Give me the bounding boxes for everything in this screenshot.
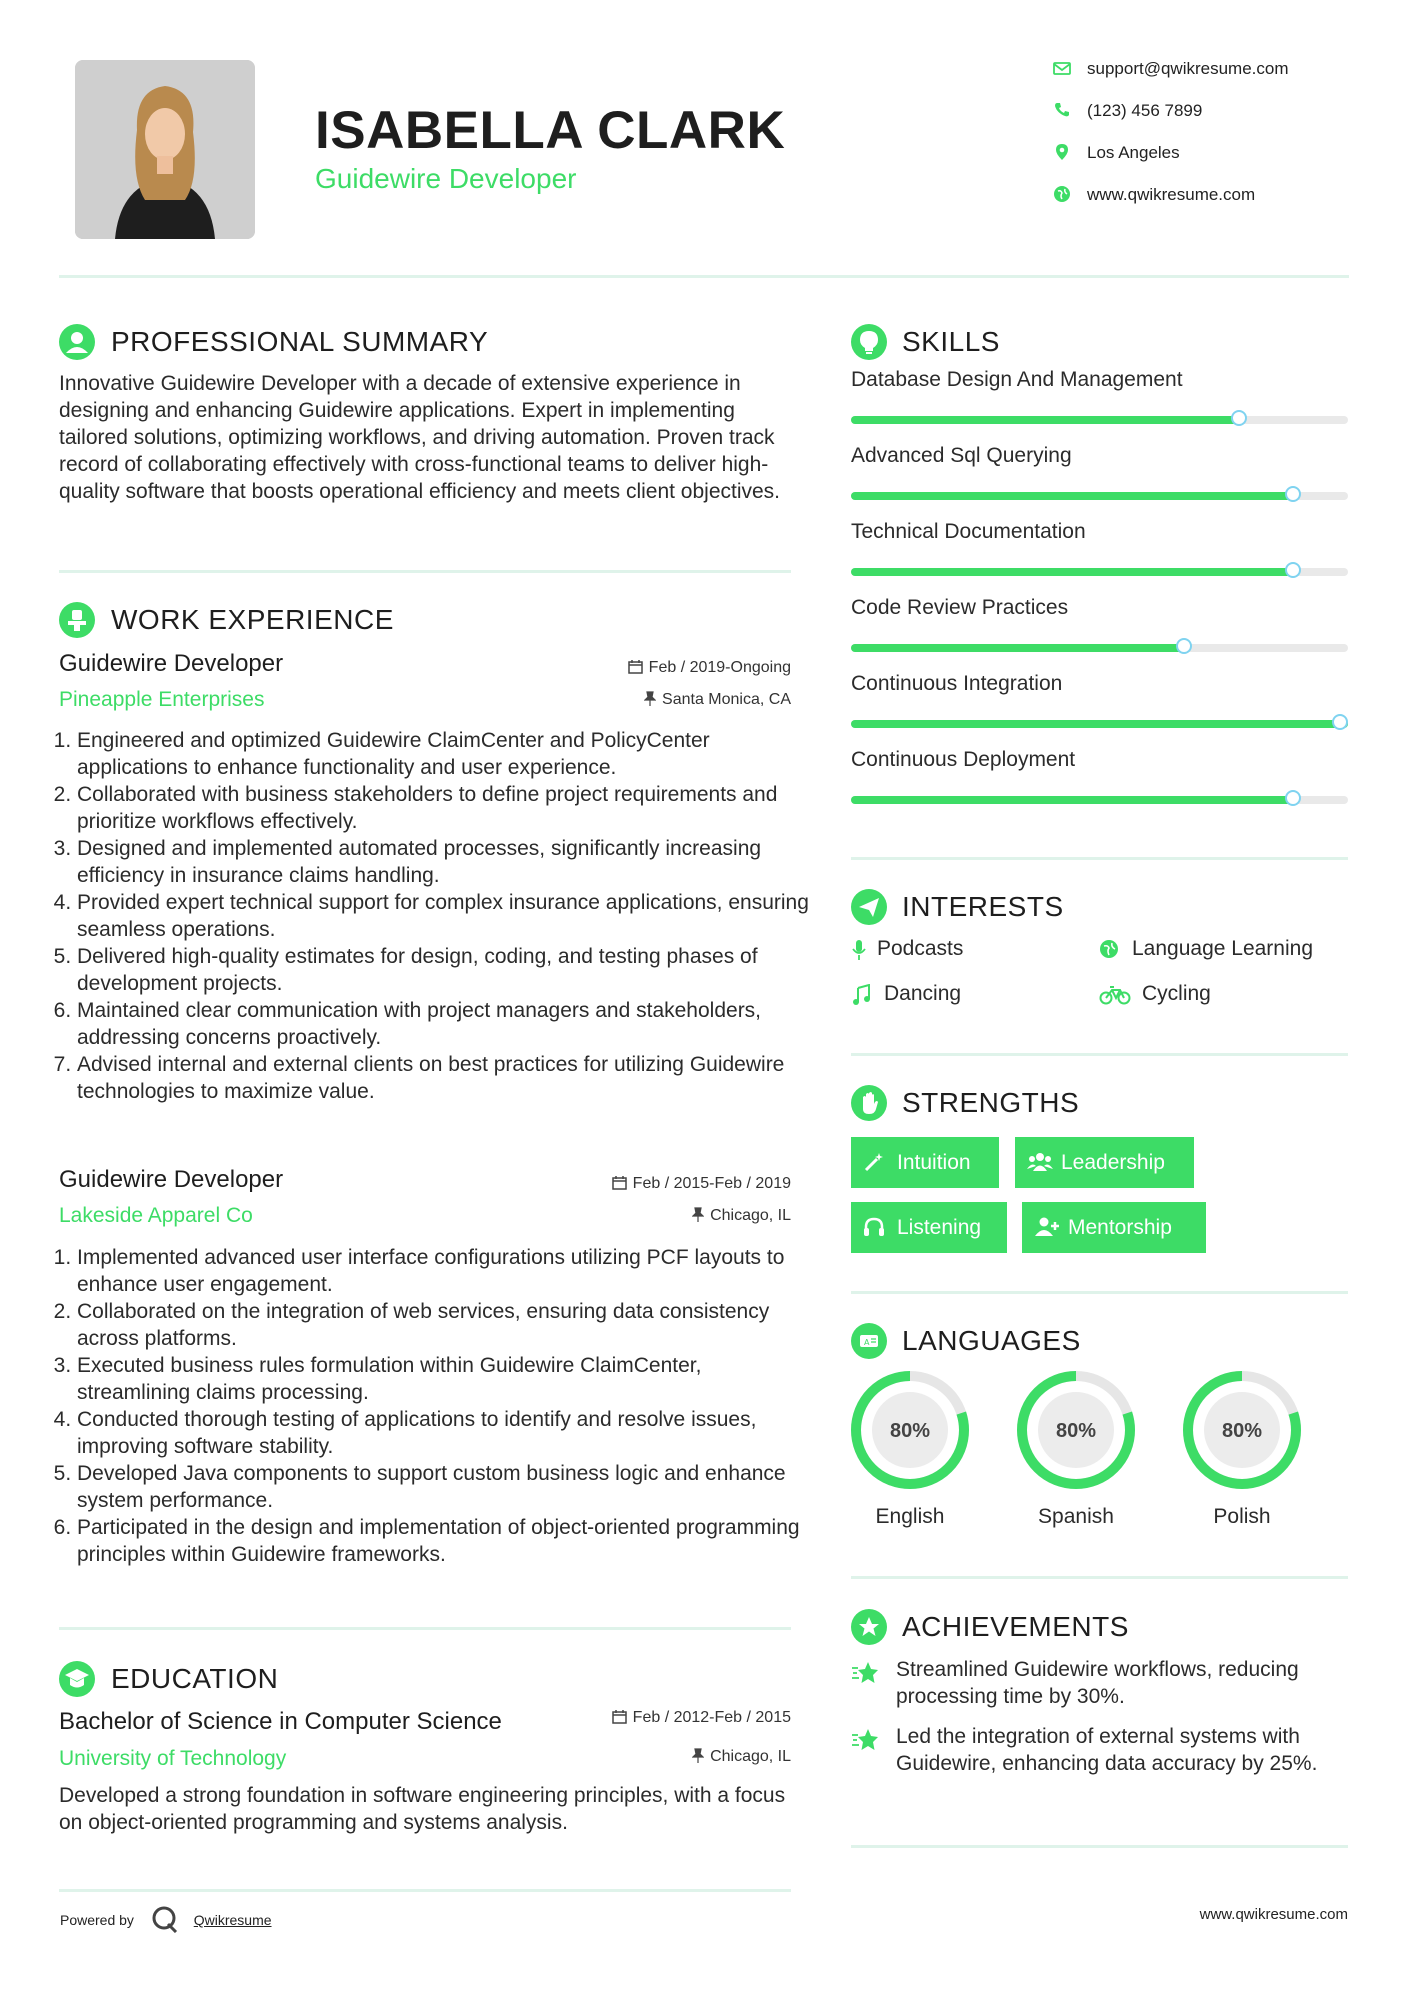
job-1-title: Guidewire Developer	[59, 650, 284, 677]
responsibility-item: 5. Developed Java components to support custom business logic and enhance system performance.	[77, 1460, 817, 1514]
language-percent: 80%	[1055, 1420, 1097, 1442]
job-2-title: Guidewire Developer	[59, 1166, 284, 1193]
globe-icon	[1099, 939, 1119, 959]
candidate-name: ISABELLA CLARK	[315, 101, 786, 160]
responsibility-item: 7. Advised internal and external clients on best practices for utilizing Guidewire technologies to maximize value.	[77, 1051, 817, 1105]
responsibility-item: 2. Collaborated with business stakeholders to define project requirements and prioritize workflows effectively.	[77, 781, 817, 835]
strength-listening: Listening	[851, 1202, 1007, 1253]
responsibility-item: 6. Participated in the design and implementation of object-oriented programming principles within Guidewire frameworks.	[77, 1514, 817, 1568]
hand-icon	[851, 1085, 887, 1121]
magic-wand-icon	[863, 1151, 885, 1173]
headphones-icon	[863, 1216, 885, 1238]
calendar-icon	[612, 1709, 627, 1724]
skill-bar-knob	[1285, 790, 1301, 806]
candidate-role: Guidewire Developer	[315, 163, 577, 194]
skill-label: Continuous Deployment	[851, 748, 1076, 771]
skill-bar-knob	[1285, 486, 1301, 502]
work-divider	[59, 1627, 791, 1630]
user-plus-icon	[1034, 1216, 1060, 1238]
footer-website[interactable]: www.qwikresume.com	[1199, 1906, 1348, 1923]
education-heading: EDUCATION	[111, 1663, 279, 1694]
responsibility-item: 4. Provided expert technical support for complex insurance applications, ensuring seamless operations.	[77, 889, 817, 943]
strength-leadership: Leadership	[1015, 1137, 1194, 1188]
skill-bar-fill	[851, 568, 1293, 576]
skill-label: Database Design And Management	[851, 368, 1183, 391]
skill-bar-knob	[1285, 562, 1301, 578]
pin-icon	[644, 691, 656, 706]
degree-title: Bachelor of Science in Computer Science	[59, 1708, 502, 1735]
svg-text:A: A	[864, 1338, 870, 1347]
music-icon	[851, 984, 871, 1006]
interests-heading: INTERESTS	[902, 891, 1064, 922]
pin-icon	[692, 1748, 704, 1763]
language-ring	[850, 1370, 970, 1490]
responsibility-item: 1. Engineered and optimized Guidewire ClaimCenter and PolicyCenter applications to enhance functionality and user experience.	[77, 727, 817, 781]
powered-by: Powered by Qwikresume	[60, 1905, 272, 1933]
skill-bar-fill	[851, 720, 1348, 728]
skill-bar	[851, 568, 1348, 576]
language-name: English	[875, 1505, 945, 1528]
education-description: Developed a strong foundation in software engineering principles, with a focus on object-oriented programming and systems analysis.	[59, 1784, 786, 1834]
footer-divider	[59, 1889, 791, 1892]
skill-bar	[851, 720, 1348, 728]
school-name: University of Technology	[59, 1747, 287, 1770]
languages-heading: LANGUAGES	[902, 1325, 1081, 1356]
pin-icon	[692, 1207, 704, 1222]
location-icon	[1053, 143, 1071, 161]
skill-bar-fill	[851, 644, 1184, 652]
skill-bar	[851, 644, 1348, 652]
work-heading: WORK EXPERIENCE	[111, 604, 394, 635]
responsibility-item: 2. Collaborated on the integration of web services, ensuring data consistency across platforms.	[77, 1298, 817, 1352]
interests-divider	[851, 1053, 1348, 1056]
job-2-dates: Feb / 2015-Feb / 2019	[612, 1175, 791, 1193]
language-percent: 80%	[1221, 1420, 1263, 1442]
job-1-dates: Feb / 2019-Ongoing	[628, 659, 791, 677]
calendar-icon	[612, 1175, 627, 1190]
lightbulb-icon	[851, 324, 887, 360]
achievement-2: Led the integration of external systems with Guidewire, enhancing data accuracy by 25%.	[896, 1725, 1318, 1775]
job-1-location: Santa Monica, CA	[644, 691, 791, 709]
skill-label: Code Review Practices	[851, 596, 1069, 619]
responsibility-item: 1. Implemented advanced user interface configurations utilizing PCF layouts to enhance user engagement.	[77, 1244, 817, 1298]
microphone-icon	[851, 939, 867, 961]
phone-icon	[1053, 101, 1071, 119]
podium-icon	[59, 602, 95, 638]
users-icon	[1027, 1151, 1053, 1173]
skill-bar-fill	[851, 796, 1293, 804]
job-2-company: Lakeside Apparel Co	[59, 1204, 253, 1227]
skill-bar-fill	[851, 416, 1239, 424]
trophy-star-icon	[851, 1609, 887, 1645]
skills-divider	[851, 857, 1348, 860]
strength-mentorship: Mentorship	[1022, 1202, 1206, 1253]
graduation-icon	[59, 1661, 95, 1697]
skills-heading: SKILLS	[902, 326, 1000, 357]
responsibility-item: 3. Executed business rules formulation within Guidewire ClaimCenter, streamlining claims processing.	[77, 1352, 817, 1406]
summary-text: Innovative Guidewire Developer with a decade of extensive experience in designing and enhancing Guidewire applications. Expert in implementing tailored solutions, optimizing workflows, and driving automation. Proven track record of collaborating effectively with cross-functional teams to deliver high-quality software that boosts operational efficiency and meets client objectives.	[59, 372, 781, 503]
qwikresume-logo-icon	[150, 1905, 180, 1933]
skill-label: Advanced Sql Querying	[851, 444, 1072, 467]
language-name: Polish	[1213, 1505, 1271, 1528]
email-icon	[1053, 59, 1071, 77]
achievement-1: Streamlined Guidewire workflows, reducing processing time by 30%.	[896, 1658, 1299, 1708]
resume-page: ISABELLA CLARK Guidewire Developer support@qwikresume.com (123) 456 7899 Los Angeles www.qwikresume.com PROFESSIONAL SUMMARY Innovative Guidewire Developer with a decade of extensive experience in designing and enhancing Guidewire applications. Expert in implementing tailored solutions, optimizing workflows, and driving automation. Proven track record of collaborating effectively with cross-functional teams to deliver high-quality software that boosts operational efficiency and meets client objectives. WORK EXPERIENCE Guidewire Developer Pineapple Enterprises Feb / 2019-Ongoing Santa Monica, CA 1. Engineered and optimized Guidewire ClaimCenter and PolicyCenter applications to enhance functionality and user experience. 2. Collaborated with business stakeholders to define project requirements and prioritize workflows effectively. 3. Designed and implemented automated processes, significantly increasing efficiency in insurance claims handling. 4. Provided expert technical support for complex insurance applications, ensuring seamless operations. 5. Delivered high-quality estimates for design, coding, and testing phases of development projects. 6. Maintained clear communication with project managers and stakeholders, addressing concerns proactively. 7. Advised internal and external clients on best practices for utilizing Guidewire technologies to maximize value. Guidewire Developer Lakeside Apparel Co Feb / 2015-Feb / 2019 Chicago, IL 1. Implemented advanced user interface configurations utilizing PCF layouts to enhance user engagement. 2. Collaborated on the integration of web services, ensuring data consistency across platforms. 3. Executed business rules formulation within Guidewire ClaimCenter, streamlining claims processing. 4. Conducted thorough testing of applications to identify and resolve issues, improving software stability. 5. Developed Java components to support custom business logic and enhance system performance. 6. Participated in the design and implementation of object-oriented programming principles within Guidewire frameworks. EDUCATION Bachelor of Science in Computer Science University of Technology Feb / 2012-Feb / 2015 Chicago, IL Developed a strong foundation in software engineering principles, with a focus on object-oriented programming and systems analysis. SKILLS Database Design And Management Advanced Sql Querying Technical Documentation Code Review Practices Continuous Integration Continuous Deployment INTERESTS Podcasts Language Learning Dancing Cycling STRENGTHS Intuition Leadership Listening Mentorship A LANGUAGES 80% English 80% Spanish 80% Polish ACHIEVEMENTS Streamlined Guidewire workflows, reducing processing time by 30%. Led the integration of external systems with Guidewire, enhancing data accuracy by 25%. Powered by Qwikresume www.qwikresume.com	[0, 0, 1407, 1990]
star-icon	[851, 1660, 881, 1686]
summary-heading: PROFESSIONAL SUMMARY	[111, 326, 489, 357]
header-divider	[59, 275, 1349, 278]
globe-icon	[1053, 185, 1071, 203]
language-percent: 80%	[889, 1420, 931, 1442]
language-ring	[1182, 1370, 1302, 1490]
responsibility-item: 5. Delivered high-quality estimates for design, coding, and testing phases of development projects.	[77, 943, 817, 997]
achievements-divider	[851, 1845, 1348, 1848]
job-1-company: Pineapple Enterprises	[59, 688, 265, 711]
language-name: Spanish	[1038, 1505, 1114, 1528]
qwikresume-link[interactable]: Qwikresume	[193, 1912, 272, 1928]
strengths-heading: STRENGTHS	[902, 1087, 1080, 1118]
skill-label: Continuous Integration	[851, 672, 1063, 695]
job-1-responsibilities	[59, 727, 817, 1105]
responsibility-item: 4. Conducted thorough testing of applications to identify and resolve issues, improving software stability.	[77, 1406, 817, 1460]
user-icon	[59, 324, 95, 360]
job-2-responsibilities	[59, 1244, 817, 1568]
paper-plane-icon	[851, 889, 887, 925]
languages-divider	[851, 1576, 1348, 1579]
profile-photo	[75, 60, 255, 239]
summary-divider	[59, 570, 791, 573]
skill-bar	[851, 416, 1348, 424]
bicycle-icon	[1099, 984, 1131, 1006]
achievements-heading: ACHIEVEMENTS	[902, 1611, 1129, 1642]
strength-intuition: Intuition	[851, 1137, 999, 1188]
skill-bar-fill	[851, 492, 1293, 500]
education-location: Chicago, IL	[692, 1748, 791, 1766]
calendar-icon	[628, 659, 643, 674]
skill-label: Technical Documentation	[851, 520, 1086, 543]
language-icon	[851, 1323, 887, 1359]
language-ring	[1016, 1370, 1136, 1490]
skill-bar-knob	[1176, 638, 1192, 654]
skill-bar	[851, 796, 1348, 804]
responsibility-item: 3. Designed and implemented automated processes, significantly increasing efficiency in insurance claims handling.	[77, 835, 817, 889]
responsibility-item: 6. Maintained clear communication with project managers and stakeholders, addressing concerns proactively.	[77, 997, 817, 1051]
education-dates: Feb / 2012-Feb / 2015	[612, 1709, 791, 1727]
job-2-location: Chicago, IL	[692, 1207, 791, 1225]
skill-bar-knob	[1332, 714, 1348, 730]
skill-bar-knob	[1231, 410, 1247, 426]
skill-bar	[851, 492, 1348, 500]
star-icon	[851, 1727, 881, 1753]
strengths-divider	[851, 1291, 1348, 1294]
